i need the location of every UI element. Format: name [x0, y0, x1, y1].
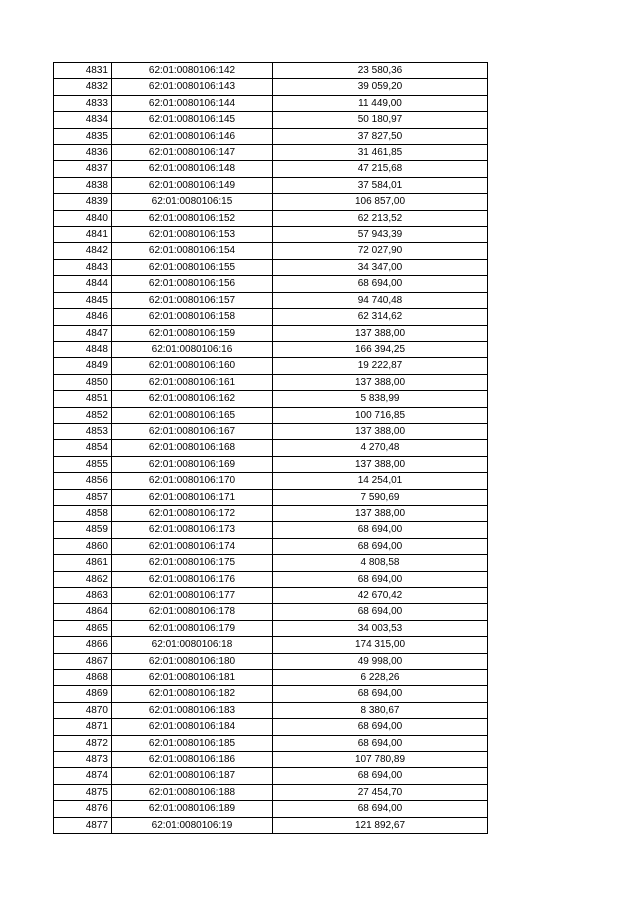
table-row: [54, 456, 488, 472]
row-number-cell: 4846: [54, 309, 112, 325]
cadastral-number-cell: 62:01:0080106:181: [112, 670, 273, 686]
row-number-cell: 4843: [54, 259, 112, 275]
table-row: [54, 588, 488, 604]
value-cell: 11 449,00: [273, 95, 488, 111]
table-row: [54, 63, 488, 79]
cadastral-number-cell: 62:01:0080106:162: [112, 391, 273, 407]
cadastral-number-cell: 62:01:0080106:167: [112, 423, 273, 439]
table-row: [54, 653, 488, 669]
row-number-cell: 4842: [54, 243, 112, 259]
cadastral-number-cell: 62:01:0080106:145: [112, 112, 273, 128]
row-number-cell: 4857: [54, 489, 112, 505]
value-cell: 137 388,00: [273, 456, 488, 472]
row-number-cell: 4834: [54, 112, 112, 128]
cadastral-number-cell: 62:01:0080106:165: [112, 407, 273, 423]
cadastral-number-cell: 62:01:0080106:168: [112, 440, 273, 456]
table-row: [54, 735, 488, 751]
value-cell: 39 059,20: [273, 79, 488, 95]
row-number-cell: 4849: [54, 358, 112, 374]
data-table-body: [54, 63, 488, 834]
value-cell: 137 388,00: [273, 325, 488, 341]
row-number-cell: 4852: [54, 407, 112, 423]
table-row: [54, 145, 488, 161]
row-number-cell: 4833: [54, 95, 112, 111]
cadastral-number-cell: 62:01:0080106:174: [112, 538, 273, 554]
cadastral-number-cell: 62:01:0080106:142: [112, 63, 273, 79]
cadastral-number-cell: 62:01:0080106:176: [112, 571, 273, 587]
table-row: [54, 292, 488, 308]
row-number-cell: 4872: [54, 735, 112, 751]
value-cell: 94 740,48: [273, 292, 488, 308]
cadastral-number-cell: 62:01:0080106:147: [112, 145, 273, 161]
table-row: [54, 555, 488, 571]
value-cell: 68 694,00: [273, 538, 488, 554]
cadastral-number-cell: 62:01:0080106:171: [112, 489, 273, 505]
cadastral-number-cell: 62:01:0080106:177: [112, 588, 273, 604]
row-number-cell: 4875: [54, 784, 112, 800]
row-number-cell: 4861: [54, 555, 112, 571]
value-cell: 19 222,87: [273, 358, 488, 374]
cadastral-number-cell: 62:01:0080106:15: [112, 194, 273, 210]
table-row: [54, 670, 488, 686]
value-cell: 137 388,00: [273, 423, 488, 439]
cadastral-number-cell: 62:01:0080106:184: [112, 719, 273, 735]
table-row: [54, 309, 488, 325]
cadastral-number-cell: 62:01:0080106:186: [112, 752, 273, 768]
row-number-cell: 4860: [54, 538, 112, 554]
table-row: [54, 702, 488, 718]
row-number-cell: 4864: [54, 604, 112, 620]
cadastral-number-cell: 62:01:0080106:187: [112, 768, 273, 784]
row-number-cell: 4831: [54, 63, 112, 79]
value-cell: 47 215,68: [273, 161, 488, 177]
cadastral-number-cell: 62:01:0080106:156: [112, 276, 273, 292]
row-number-cell: 4840: [54, 210, 112, 226]
value-cell: 37 584,01: [273, 177, 488, 193]
cadastral-number-cell: 62:01:0080106:189: [112, 801, 273, 817]
cadastral-number-cell: 62:01:0080106:158: [112, 309, 273, 325]
cadastral-number-cell: 62:01:0080106:144: [112, 95, 273, 111]
cadastral-number-cell: 62:01:0080106:175: [112, 555, 273, 571]
cadastral-number-cell: 62:01:0080106:161: [112, 374, 273, 390]
cadastral-number-cell: 62:01:0080106:155: [112, 259, 273, 275]
table-row: [54, 374, 488, 390]
table-row: [54, 604, 488, 620]
value-cell: 68 694,00: [273, 522, 488, 538]
row-number-cell: 4876: [54, 801, 112, 817]
table-row: [54, 522, 488, 538]
table-row: [54, 440, 488, 456]
value-cell: 68 694,00: [273, 801, 488, 817]
row-number-cell: 4866: [54, 637, 112, 653]
row-number-cell: 4854: [54, 440, 112, 456]
value-cell: 107 780,89: [273, 752, 488, 768]
cadastral-number-cell: 62:01:0080106:148: [112, 161, 273, 177]
table-row: [54, 489, 488, 505]
value-cell: 4 808,58: [273, 555, 488, 571]
table-row: [54, 259, 488, 275]
table-row: [54, 227, 488, 243]
table-row: [54, 407, 488, 423]
table-row: [54, 128, 488, 144]
value-cell: 7 590,69: [273, 489, 488, 505]
cadastral-number-cell: 62:01:0080106:143: [112, 79, 273, 95]
value-cell: 68 694,00: [273, 571, 488, 587]
row-number-cell: 4855: [54, 456, 112, 472]
row-number-cell: 4874: [54, 768, 112, 784]
row-number-cell: 4862: [54, 571, 112, 587]
cadastral-number-cell: 62:01:0080106:159: [112, 325, 273, 341]
value-cell: 68 694,00: [273, 686, 488, 702]
value-cell: 42 670,42: [273, 588, 488, 604]
row-number-cell: 4867: [54, 653, 112, 669]
cadastral-number-cell: 62:01:0080106:170: [112, 473, 273, 489]
cadastral-number-cell: 62:01:0080106:154: [112, 243, 273, 259]
table-row: [54, 473, 488, 489]
row-number-cell: 4865: [54, 620, 112, 636]
row-number-cell: 4871: [54, 719, 112, 735]
value-cell: 31 461,85: [273, 145, 488, 161]
value-cell: 72 027,90: [273, 243, 488, 259]
cadastral-number-cell: 62:01:0080106:157: [112, 292, 273, 308]
value-cell: 68 694,00: [273, 768, 488, 784]
row-number-cell: 4873: [54, 752, 112, 768]
cadastral-number-cell: 62:01:0080106:169: [112, 456, 273, 472]
table-row: [54, 752, 488, 768]
cadastral-number-cell: 62:01:0080106:18: [112, 637, 273, 653]
row-number-cell: 4848: [54, 341, 112, 357]
table-row: [54, 637, 488, 653]
table-row: [54, 817, 488, 833]
row-number-cell: 4869: [54, 686, 112, 702]
cadastral-number-cell: 62:01:0080106:188: [112, 784, 273, 800]
cadastral-number-cell: 62:01:0080106:180: [112, 653, 273, 669]
cadastral-number-cell: 62:01:0080106:16: [112, 341, 273, 357]
value-cell: 4 270,48: [273, 440, 488, 456]
row-number-cell: 4839: [54, 194, 112, 210]
value-cell: 14 254,01: [273, 473, 488, 489]
cadastral-number-cell: 62:01:0080106:160: [112, 358, 273, 374]
value-cell: 50 180,97: [273, 112, 488, 128]
cadastral-number-cell: 62:01:0080106:179: [112, 620, 273, 636]
table-row: [54, 194, 488, 210]
table-row: [54, 112, 488, 128]
value-cell: 68 694,00: [273, 719, 488, 735]
cadastral-number-cell: 62:01:0080106:152: [112, 210, 273, 226]
row-number-cell: 4850: [54, 374, 112, 390]
row-number-cell: 4845: [54, 292, 112, 308]
table-row: [54, 95, 488, 111]
cadastral-number-cell: 62:01:0080106:173: [112, 522, 273, 538]
cadastral-number-cell: 62:01:0080106:178: [112, 604, 273, 620]
table-row: [54, 719, 488, 735]
value-cell: 34 347,00: [273, 259, 488, 275]
cadastral-number-cell: 62:01:0080106:146: [112, 128, 273, 144]
value-cell: 68 694,00: [273, 604, 488, 620]
data-table: [53, 62, 488, 834]
table-row: [54, 784, 488, 800]
value-cell: 137 388,00: [273, 505, 488, 521]
row-number-cell: 4844: [54, 276, 112, 292]
table-row: [54, 686, 488, 702]
value-cell: 27 454,70: [273, 784, 488, 800]
table-row: [54, 391, 488, 407]
cadastral-number-cell: 62:01:0080106:185: [112, 735, 273, 751]
table-row: [54, 325, 488, 341]
value-cell: 137 388,00: [273, 374, 488, 390]
value-cell: 68 694,00: [273, 276, 488, 292]
cadastral-number-cell: 62:01:0080106:149: [112, 177, 273, 193]
row-number-cell: 4877: [54, 817, 112, 833]
cadastral-number-cell: 62:01:0080106:19: [112, 817, 273, 833]
value-cell: 6 228,26: [273, 670, 488, 686]
row-number-cell: 4847: [54, 325, 112, 341]
table-row: [54, 620, 488, 636]
value-cell: 57 943,39: [273, 227, 488, 243]
value-cell: 34 003,53: [273, 620, 488, 636]
table-row: [54, 505, 488, 521]
row-number-cell: 4868: [54, 670, 112, 686]
value-cell: 174 315,00: [273, 637, 488, 653]
row-number-cell: 4851: [54, 391, 112, 407]
row-number-cell: 4835: [54, 128, 112, 144]
table-row: [54, 801, 488, 817]
row-number-cell: 4853: [54, 423, 112, 439]
table-row: [54, 768, 488, 784]
cadastral-number-cell: 62:01:0080106:172: [112, 505, 273, 521]
value-cell: 62 213,52: [273, 210, 488, 226]
value-cell: 49 998,00: [273, 653, 488, 669]
row-number-cell: 4870: [54, 702, 112, 718]
table-row: [54, 161, 488, 177]
row-number-cell: 4859: [54, 522, 112, 538]
table-row: [54, 177, 488, 193]
value-cell: 121 892,67: [273, 817, 488, 833]
cadastral-number-cell: 62:01:0080106:153: [112, 227, 273, 243]
row-number-cell: 4836: [54, 145, 112, 161]
cadastral-number-cell: 62:01:0080106:183: [112, 702, 273, 718]
value-cell: 8 380,67: [273, 702, 488, 718]
row-number-cell: 4838: [54, 177, 112, 193]
row-number-cell: 4856: [54, 473, 112, 489]
table-row: [54, 571, 488, 587]
value-cell: 62 314,62: [273, 309, 488, 325]
table-row: [54, 243, 488, 259]
value-cell: 100 716,85: [273, 407, 488, 423]
table-row: [54, 341, 488, 357]
table-row: [54, 276, 488, 292]
table-row: [54, 538, 488, 554]
table-row: [54, 79, 488, 95]
row-number-cell: 4832: [54, 79, 112, 95]
table-row: [54, 423, 488, 439]
value-cell: 23 580,36: [273, 63, 488, 79]
cadastral-number-cell: 62:01:0080106:182: [112, 686, 273, 702]
value-cell: 166 394,25: [273, 341, 488, 357]
row-number-cell: 4858: [54, 505, 112, 521]
row-number-cell: 4841: [54, 227, 112, 243]
value-cell: 68 694,00: [273, 735, 488, 751]
value-cell: 5 838,99: [273, 391, 488, 407]
table-row: [54, 210, 488, 226]
value-cell: 37 827,50: [273, 128, 488, 144]
row-number-cell: 4837: [54, 161, 112, 177]
row-number-cell: 4863: [54, 588, 112, 604]
value-cell: 106 857,00: [273, 194, 488, 210]
table-row: [54, 358, 488, 374]
